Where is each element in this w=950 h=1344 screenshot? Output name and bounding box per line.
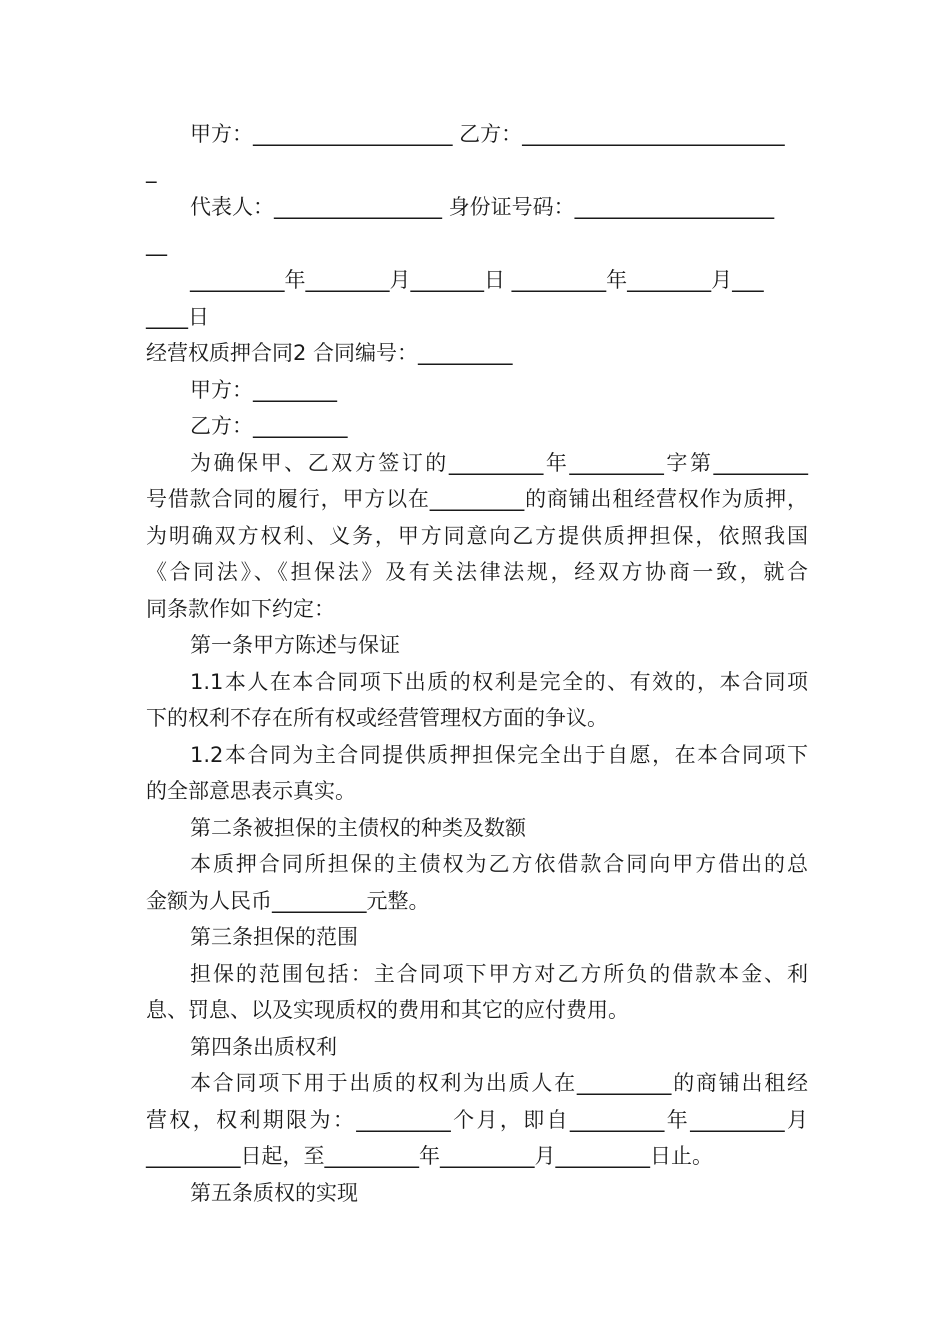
clause-text: 下的权利不存在所有权或经营管理权方面的争议。	[146, 706, 608, 730]
party-signature-line: 甲方：___________________ 乙方：_________________________	[190, 122, 785, 146]
date-line: _________年________月_______日 _________年________月___	[190, 268, 764, 292]
clause-text: 金额为人民币_________元整。	[146, 888, 430, 913]
clause-text: 1.2本合同为主合同提供质押担保完全出于自愿，在本合同项下	[190, 742, 808, 767]
preamble-line: 为确保甲、乙双方签订的_________年_________字第_________	[190, 450, 808, 475]
article-heading: 第四条出质权利	[190, 1034, 337, 1059]
representative-line: 代表人：________________ 身份证号码：___________________	[190, 195, 775, 219]
article-heading: 第五条质权的实现	[190, 1180, 358, 1205]
contract-body	[146, 116, 808, 1211]
clause-text: 息、罚息、以及实现质权的费用和其它的应付费用。	[146, 998, 629, 1022]
clause-text: 1.1本人在本合同项下出质的权利是完全的、有效的，本合同项	[190, 669, 808, 694]
wrapped-fragment: ____日	[146, 304, 209, 329]
clause-text: _________日起，至_________年_________月_________日止。	[146, 1144, 713, 1168]
clause-text: 的全部意思表示真实。	[146, 779, 356, 803]
clause-text: 营权，权利期限为：_________个月，即自_________年_________月	[146, 1107, 808, 1132]
preamble-line: 《合同法》、《担保法》及有关法律法规，经双方协商一致，就合	[146, 560, 808, 584]
party-b-field: 乙方：_________	[190, 414, 348, 438]
contract-title: 经营权质押合同2 合同编号：_________	[146, 341, 513, 365]
article-heading: 第三条担保的范围	[190, 925, 358, 949]
article-heading: 第二条被担保的主债权的种类及数额	[190, 815, 526, 840]
wrapped-fragment: _	[146, 158, 157, 183]
preamble-line: 为明确双方权利、义务，甲方同意向乙方提供质押担保，依照我国	[146, 523, 808, 548]
clause-text: 担保的范围包括：主合同项下甲方对乙方所负的借款本金、利	[190, 961, 808, 986]
preamble-line: 号借款合同的履行，甲方以在_________的商铺出租经营权作为质押，	[146, 487, 808, 511]
article-heading: 第一条甲方陈述与保证	[190, 633, 400, 657]
clause-text: 本合同项下用于出质的权利为出质人在_________的商铺出租经	[190, 1071, 808, 1095]
clause-text: 本质押合同所担保的主债权为乙方依借款合同向甲方借出的总	[190, 852, 808, 876]
preamble-line: 同条款作如下约定：	[146, 596, 335, 621]
party-a-field: 甲方：________	[190, 377, 337, 402]
wrapped-fragment: __	[146, 231, 167, 256]
